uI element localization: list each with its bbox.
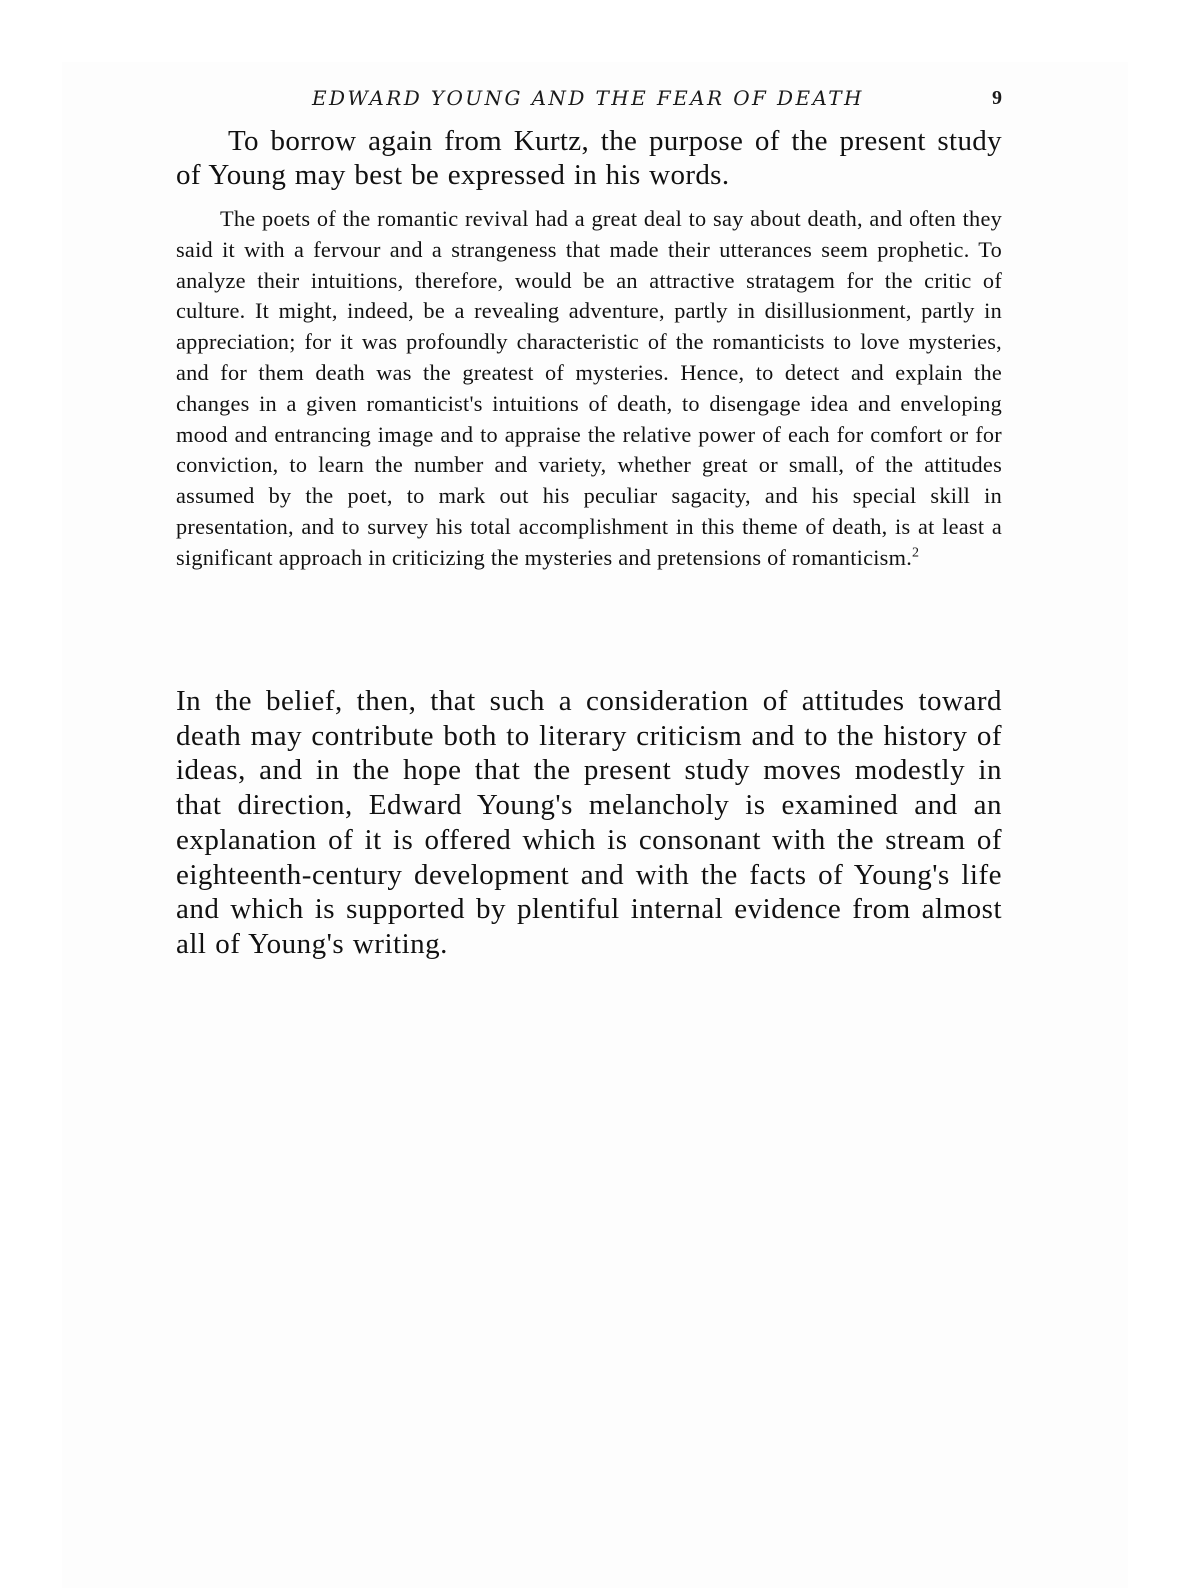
footnote-marker: 2: [912, 545, 920, 561]
closing-paragraph: In the belief, then, that such a consideration of attitudes toward death may contribute both to literary criticism and to the history of ideas, and in the hope that the present study moves modestly in that direction, Edward Young's melancholy is examined and an explanation of it is offered which is consonant with the stream of eighteenth-century development and with the facts of Young's life and which is supported by plentiful internal evidence from almost all of Young's writing.: [176, 685, 1002, 960]
running-head: EDWARD YOUNG AND THE FEAR OF DEATH: [312, 86, 864, 110]
block-quote: [176, 204, 1002, 574]
page-number: 9: [992, 87, 1002, 109]
block-quote-text: The poets of the romantic revival had a great deal to say about death, and often they said it with a fervour and a strangeness that made their utterances seem prophetic. To analyze their intuitions, therefore, would be an attractive stratagem for the critic of culture. It might, indeed, be a revealing adventure, partly in disillusionment, partly in appreciation; for it was profoundly characteristic of the romanticists to love mysteries, and for them death was the greatest of mysteries. Hence, to detect and explain the changes in a given romanticist's intuitions of death, to disengage idea and enveloping mood and entrancing image and to appraise the relative power of each for comfort or for conviction, to learn the number and variety, whether great or small, of the attitudes assumed by the poet, to mark out his peculiar sagacity, and his special skill in presentation, and to survey his total accomplishment in this theme of death, is at least a significant approach in criticizing the mysteries and pretensions of romanticism.: [176, 206, 1002, 570]
intro-paragraph: To borrow again from Kurtz, the purpose of the present study of Young may best be expressed in his words.: [176, 125, 1002, 191]
